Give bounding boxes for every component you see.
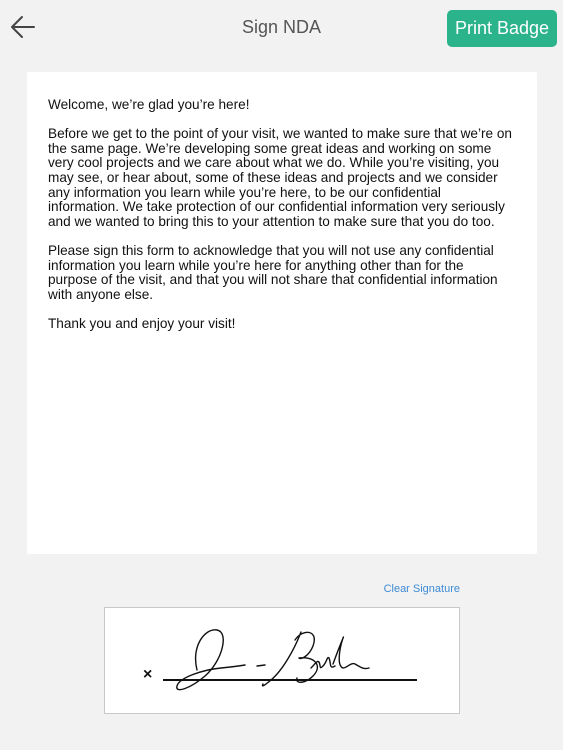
nda-paragraph-acknowledge: Please sign this form to acknowledge that you will not use any confidential information you learn while you’re here for anything other than for the purpose of the visit, and that you will not share that confidential information with anyone else. xyxy=(48,242,498,302)
page-title: Sign NDA xyxy=(241,17,322,37)
signature-stroke xyxy=(105,608,461,715)
x-mark-icon: × xyxy=(143,666,153,683)
print-badge-button[interactable]: Print Badge xyxy=(447,10,557,47)
signature-pad[interactable] xyxy=(104,607,460,714)
nda-paragraph-intro: Before we get to the point of your visit, we wanted to make sure that we’re on the same page. We’re developing some great ideas and working on some very cool projects and we care about what we do. While you’re visiting, you may see, or hear about, some of these ideas and projects and we consider any information you learn while you’re here, to be our confidential information. We take protection of our confidential information very seriously and we wanted to bring this to your attention to make sure that you do too. xyxy=(48,126,512,229)
nda-text-card xyxy=(27,72,537,554)
top-bar xyxy=(0,0,563,56)
nda-thanks: Thank you and enjoy your visit! xyxy=(48,315,236,331)
clear-signature-link[interactable]: Clear Signature xyxy=(383,583,460,595)
nda-welcome: Welcome, we’re glad you’re here! xyxy=(48,97,250,112)
